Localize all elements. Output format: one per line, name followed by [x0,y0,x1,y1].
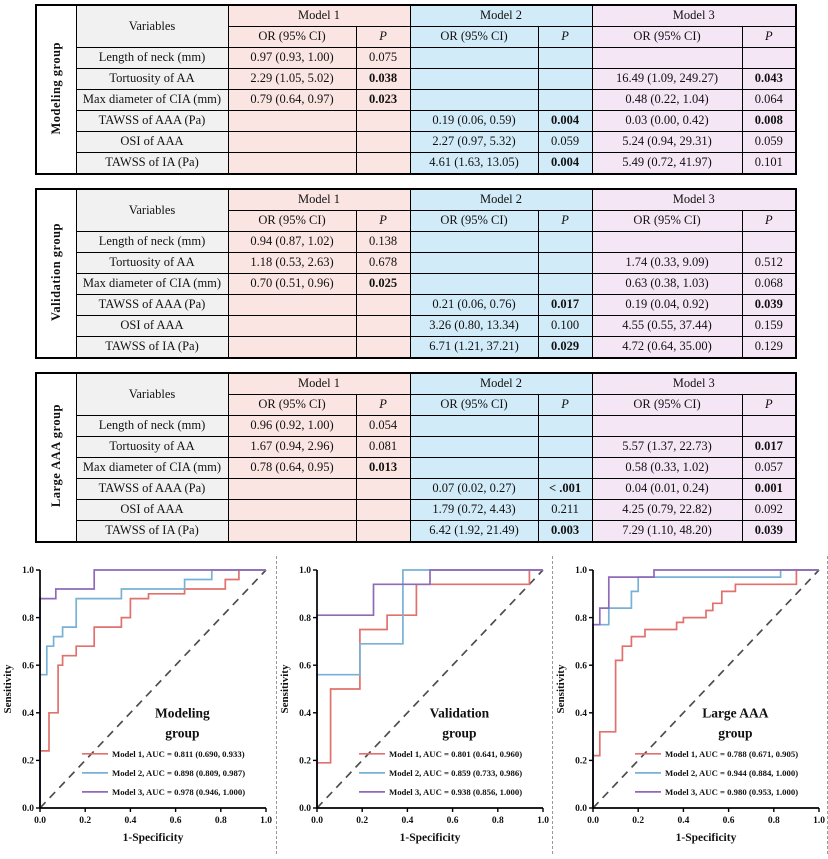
y-tick-label: 0.0 [299,804,311,815]
legend-entry-model-1 [82,749,245,759]
roc-chart-validation-group [277,556,553,854]
p-cell-model-3 [742,416,796,437]
or-cell-model-3: 0.04 (0.01, 0.24) [592,479,742,500]
p-cell-model-3: 0.017 [742,437,796,458]
variable-cell: TAWSS of IA (Pa) [76,153,228,175]
or-cell-model-1: 0.94 (0.87, 1.02) [228,232,356,253]
or-cell-model-2: 0.19 (0.06, 0.59) [410,111,538,132]
x-tick-label: 0.4 [677,816,690,826]
model-header-1: Model 1 [228,373,410,395]
x-tick-label: 1.0 [813,816,825,826]
y-tick-label: 0.8 [22,613,34,624]
table-row-tawss-of-aaa-pa- [36,295,796,316]
x-tick-label: 0.0 [587,816,599,826]
p-cell-model-3: 0.059 [742,132,796,153]
y-tick-label: 1.0 [299,566,311,577]
p-cell-model-3 [742,232,796,253]
p-cell-model-2 [538,253,592,274]
model-header-1: Model 1 [228,5,410,27]
variable-cell: Max diameter of CIA (mm) [76,274,228,295]
variable-cell: Tortuosity of AA [76,253,228,274]
or-header-model-1: OR (95% CI) [228,211,356,232]
p-cell-model-1: 0.138 [356,232,410,253]
model-header-3: Model 3 [592,5,796,27]
header-row-models [36,5,796,27]
or-cell-model-3: 0.03 (0.00, 0.42) [592,111,742,132]
table-row-tortuosity-of-aa [36,437,796,458]
p-cell-model-2 [538,458,592,479]
or-header-model-3: OR (95% CI) [592,27,742,48]
p-cell-model-2 [538,69,592,90]
variable-cell: TAWSS of AAA (Pa) [76,479,228,500]
p-cell-model-2: 0.211 [538,500,592,521]
table-row-max-diameter-of-cia-mm- [36,458,796,479]
y-tick-label: 0.6 [575,661,587,672]
model-header-2: Model 2 [410,5,592,27]
x-tick-label: 0.0 [311,816,323,826]
p-cell-model-2: 0.003 [538,521,592,543]
p-cell-model-3: 0.057 [742,458,796,479]
table-row-length-of-neck-mm- [36,416,796,437]
panel-title-line-1: Validation [429,705,490,721]
p-header-model-1: P [356,395,410,416]
or-cell-model-2 [410,274,538,295]
legend-label: Model 1, AUC = 0.801 (0.641, 0.960) [389,748,523,759]
table-row-max-diameter-of-cia-mm- [36,274,796,295]
or-cell-model-3: 0.58 (0.33, 1.02) [592,458,742,479]
y-tick-label: 0.2 [22,756,34,767]
or-header-model-3: OR (95% CI) [592,395,742,416]
or-cell-model-1 [228,337,356,359]
panel-title-line-2: group [718,725,753,741]
variable-cell: Length of neck (mm) [76,48,228,69]
or-cell-model-3: 0.48 (0.22, 1.04) [592,90,742,111]
legend-entry-model-3 [635,787,798,797]
y-tick-label: 0.8 [575,613,587,624]
or-cell-model-2 [410,232,538,253]
x-tick-label: 0.8 [491,816,504,826]
p-cell-model-2 [538,437,592,458]
p-cell-model-1 [356,153,410,175]
p-cell-model-3: 0.101 [742,153,796,175]
legend-label: Model 2, AUC = 0.898 (0.809, 0.987) [112,767,246,778]
roc-charts-section [0,556,828,854]
or-cell-model-1: 0.70 (0.51, 0.96) [228,274,356,295]
variable-cell: TAWSS of IA (Pa) [76,521,228,543]
table-row-osi-of-aaa [36,316,796,337]
x-tick-label: 0.6 [446,816,459,826]
legend-entry-model-2 [635,768,798,778]
p-cell-model-2: 0.004 [538,111,592,132]
variable-cell: Length of neck (mm) [76,232,228,253]
y-axis-label: Sensitivity [279,664,291,714]
legend-label: Model 2, AUC = 0.944 (0.884, 1.000) [665,767,799,778]
x-axis-label: 1-Specificity [675,832,737,844]
p-cell-model-2 [538,274,592,295]
table-body [36,189,796,358]
x-tick-label: 0.2 [79,816,92,826]
group-label-text: Modeling group [48,41,63,135]
x-axis-label: 1-Specificity [399,832,461,844]
or-cell-model-3: 4.55 (0.55, 37.44) [592,316,742,337]
legend-entry-model-2 [359,768,522,778]
p-cell-model-3: 0.068 [742,274,796,295]
group-label-text: Validation group [48,222,63,321]
p-cell-model-2: < .001 [538,479,592,500]
model-header-2: Model 2 [410,189,592,211]
or-cell-model-2: 6.42 (1.92, 21.49) [410,521,538,543]
p-cell-model-1: 0.025 [356,274,410,295]
p-cell-model-2: 0.029 [538,337,592,359]
or-cell-model-2 [410,416,538,437]
or-header-model-1: OR (95% CI) [228,395,356,416]
p-cell-model-1: 0.678 [356,253,410,274]
or-cell-model-1: 2.29 (1.05, 5.02) [228,69,356,90]
or-header-model-2: OR (95% CI) [410,395,538,416]
x-tick-label: 0.4 [124,816,137,826]
table-row-length-of-neck-mm- [36,232,796,253]
p-header-model-2: P [538,211,592,232]
or-cell-model-3: 1.74 (0.33, 9.09) [592,253,742,274]
roc-chart-modeling-group [0,556,276,854]
p-cell-model-2: 0.100 [538,316,592,337]
variable-cell: TAWSS of AAA (Pa) [76,295,228,316]
p-cell-model-1 [356,111,410,132]
or-cell-model-1: 1.67 (0.94, 2.96) [228,437,356,458]
or-cell-model-3: 5.49 (0.72, 41.97) [592,153,742,175]
variable-cell: TAWSS of AAA (Pa) [76,111,228,132]
panel-title-line-1: Large AAA [702,705,769,721]
or-cell-model-3: 5.57 (1.37, 22.73) [592,437,742,458]
or-cell-model-2 [410,48,538,69]
p-cell-model-1 [356,500,410,521]
y-axis-label: Sensitivity [555,664,567,714]
x-tick-label: 1.0 [260,816,272,826]
or-cell-model-2 [410,69,538,90]
variables-header: Variables [76,373,228,416]
or-cell-model-1 [228,132,356,153]
variable-cell: TAWSS of IA (Pa) [76,337,228,359]
legend-entry-model-2 [82,768,245,778]
p-cell-model-1: 0.075 [356,48,410,69]
x-tick-label: 0.6 [169,816,182,826]
p-cell-model-2 [538,48,592,69]
model-header-1: Model 1 [228,189,410,211]
p-cell-model-2: 0.059 [538,132,592,153]
panel-title-line-2: group [165,725,200,741]
p-cell-model-1 [356,521,410,543]
p-cell-model-3: 0.092 [742,500,796,521]
or-cell-model-1: 0.79 (0.64, 0.97) [228,90,356,111]
variables-header: Variables [76,189,228,232]
or-cell-model-3: 16.49 (1.09, 249.27) [592,69,742,90]
table-row-tawss-of-aaa-pa- [36,479,796,500]
p-header-model-2: P [538,27,592,48]
p-cell-model-3 [742,48,796,69]
x-tick-label: 0.8 [767,816,780,826]
variable-cell: OSI of AAA [76,316,228,337]
group-label-validation-group [36,189,76,358]
p-cell-model-1: 0.038 [356,69,410,90]
roc-panel-large-aaa-group [552,556,828,854]
p-header-model-1: P [356,27,410,48]
y-tick-label: 1.0 [22,566,34,577]
table-row-tawss-of-ia-pa- [36,521,796,543]
y-tick-label: 0.6 [299,661,311,672]
legend-label: Model 3, AUC = 0.978 (0.946, 1.000) [112,786,246,797]
x-tick-label: 0.2 [356,816,369,826]
or-cell-model-1 [228,500,356,521]
or-cell-model-2: 3.26 (0.80, 13.34) [410,316,538,337]
p-cell-model-3: 0.159 [742,316,796,337]
or-cell-model-3: 0.63 (0.38, 1.03) [592,274,742,295]
or-cell-model-3: 0.19 (0.04, 0.92) [592,295,742,316]
or-cell-model-1: 0.78 (0.64, 0.95) [228,458,356,479]
y-tick-label: 0.2 [575,756,587,767]
y-tick-label: 0.6 [22,661,34,672]
p-cell-model-1: 0.023 [356,90,410,111]
p-cell-model-3: 0.064 [742,90,796,111]
legend-label: Model 3, AUC = 0.938 (0.856, 1.000) [389,786,523,797]
p-header-model-3: P [742,395,796,416]
model-header-3: Model 3 [592,189,796,211]
p-cell-model-3: 0.008 [742,111,796,132]
p-cell-model-3: 0.001 [742,479,796,500]
p-header-model-1: P [356,211,410,232]
p-cell-model-1: 0.081 [356,437,410,458]
variable-cell: Length of neck (mm) [76,416,228,437]
table-row-tawss-of-ia-pa- [36,153,796,175]
legend-label: Model 1, AUC = 0.788 (0.671, 0.905) [665,748,799,759]
model-header-2: Model 2 [410,373,592,395]
or-cell-model-1 [228,521,356,543]
x-tick-label: 0.4 [401,816,414,826]
model-header-3: Model 3 [592,373,796,395]
table-row-tortuosity-of-aa [36,69,796,90]
or-header-model-2: OR (95% CI) [410,27,538,48]
group-label-text: Large AAA group [48,404,63,508]
panel-title-line-2: group [442,725,477,741]
x-tick-label: 1.0 [537,816,549,826]
group-label-modeling-group [36,5,76,174]
or-header-model-2: OR (95% CI) [410,211,538,232]
or-cell-model-2 [410,253,538,274]
p-cell-model-1 [356,316,410,337]
y-tick-label: 0.2 [299,756,311,767]
or-cell-model-2: 4.61 (1.63, 13.05) [410,153,538,175]
p-cell-model-3: 0.039 [742,521,796,543]
p-cell-model-2: 0.017 [538,295,592,316]
y-tick-label: 0.4 [22,709,34,719]
or-cell-model-2: 6.71 (1.21, 37.21) [410,337,538,359]
panel-title-line-1: Modeling [154,705,210,721]
or-cell-model-2: 0.21 (0.06, 0.76) [410,295,538,316]
variable-cell: Max diameter of CIA (mm) [76,458,228,479]
variables-header: Variables [76,5,228,48]
p-cell-model-3: 0.043 [742,69,796,90]
p-cell-model-3: 0.129 [742,337,796,359]
roc-panel-validation-group [276,556,552,854]
p-header-model-3: P [742,27,796,48]
or-header-model-1: OR (95% CI) [228,27,356,48]
or-cell-model-2: 1.79 (0.72, 4.43) [410,500,538,521]
p-cell-model-2: 0.004 [538,153,592,175]
legend-entry-model-3 [82,787,245,797]
group-label-large-aaa-group [36,373,76,542]
p-cell-model-3: 0.039 [742,295,796,316]
x-tick-label: 0.0 [34,816,46,826]
legend-label: Model 2, AUC = 0.859 (0.733, 0.986) [389,767,523,778]
header-row-models [36,373,796,395]
table-row-tortuosity-of-aa [36,253,796,274]
p-cell-model-1 [356,132,410,153]
or-cell-model-3: 5.24 (0.94, 29.31) [592,132,742,153]
or-cell-model-1 [228,479,356,500]
y-tick-label: 0.4 [299,709,311,719]
or-cell-model-1: 0.97 (0.93, 1.00) [228,48,356,69]
variable-cell: Tortuosity of AA [76,69,228,90]
or-table-modeling-group [35,4,797,175]
header-row-models [36,189,796,211]
p-cell-model-2 [538,90,592,111]
or-cell-model-2 [410,90,538,111]
p-cell-model-3: 0.512 [742,253,796,274]
p-cell-model-2 [538,416,592,437]
y-tick-label: 0.0 [22,804,34,815]
x-tick-label: 0.8 [214,816,227,826]
legend-entry-model-3 [359,787,522,797]
p-cell-model-1 [356,295,410,316]
y-tick-label: 0.8 [299,613,311,624]
or-cell-model-3: 7.29 (1.10, 48.20) [592,521,742,543]
table-row-tawss-of-aaa-pa- [36,111,796,132]
or-cell-model-1: 0.96 (0.92, 1.00) [228,416,356,437]
x-tick-label: 0.2 [632,816,645,826]
legend-label: Model 3, AUC = 0.980 (0.953, 1.000) [665,786,799,797]
or-cell-model-1 [228,111,356,132]
table-row-tawss-of-ia-pa- [36,337,796,359]
or-cell-model-3 [592,416,742,437]
or-cell-model-2: 2.27 (0.97, 5.32) [410,132,538,153]
roc-chart-large-aaa-group [553,556,828,854]
p-cell-model-1 [356,479,410,500]
y-tick-label: 1.0 [575,566,587,577]
p-cell-model-1: 0.013 [356,458,410,479]
or-table-large-aaa-group [35,372,797,543]
y-tick-label: 0.0 [575,804,587,815]
legend-entry-model-1 [635,749,798,759]
x-axis-label: 1-Specificity [122,832,184,844]
or-cell-model-3 [592,232,742,253]
y-tick-label: 0.4 [575,709,587,719]
variable-cell: Tortuosity of AA [76,437,228,458]
legend-entry-model-1 [359,749,522,759]
roc-panel-modeling-group [0,556,276,854]
p-header-model-2: P [538,395,592,416]
or-cell-model-1 [228,153,356,175]
legend-label: Model 1, AUC = 0.811 (0.690, 0.933) [112,748,245,759]
table-body [36,373,796,542]
table-row-osi-of-aaa [36,132,796,153]
y-axis-label: Sensitivity [2,664,14,714]
p-header-model-3: P [742,211,796,232]
p-cell-model-1 [356,337,410,359]
or-cell-model-3 [592,48,742,69]
table-row-length-of-neck-mm- [36,48,796,69]
or-cell-model-2 [410,458,538,479]
variable-cell: OSI of AAA [76,132,228,153]
x-tick-label: 0.6 [722,816,735,826]
p-cell-model-1: 0.054 [356,416,410,437]
table-body [36,5,796,174]
or-cell-model-1 [228,295,356,316]
or-cell-model-1 [228,316,356,337]
variable-cell: OSI of AAA [76,500,228,521]
table-row-osi-of-aaa [36,500,796,521]
or-cell-model-2: 0.07 (0.02, 0.27) [410,479,538,500]
or-table-validation-group [35,188,797,359]
table-row-max-diameter-of-cia-mm- [36,90,796,111]
p-cell-model-2 [538,232,592,253]
or-cell-model-3: 4.25 (0.79, 22.82) [592,500,742,521]
variable-cell: Max diameter of CIA (mm) [76,90,228,111]
or-cell-model-1: 1.18 (0.53, 2.63) [228,253,356,274]
or-cell-model-3: 4.72 (0.64, 35.00) [592,337,742,359]
or-header-model-3: OR (95% CI) [592,211,742,232]
or-cell-model-2 [410,437,538,458]
